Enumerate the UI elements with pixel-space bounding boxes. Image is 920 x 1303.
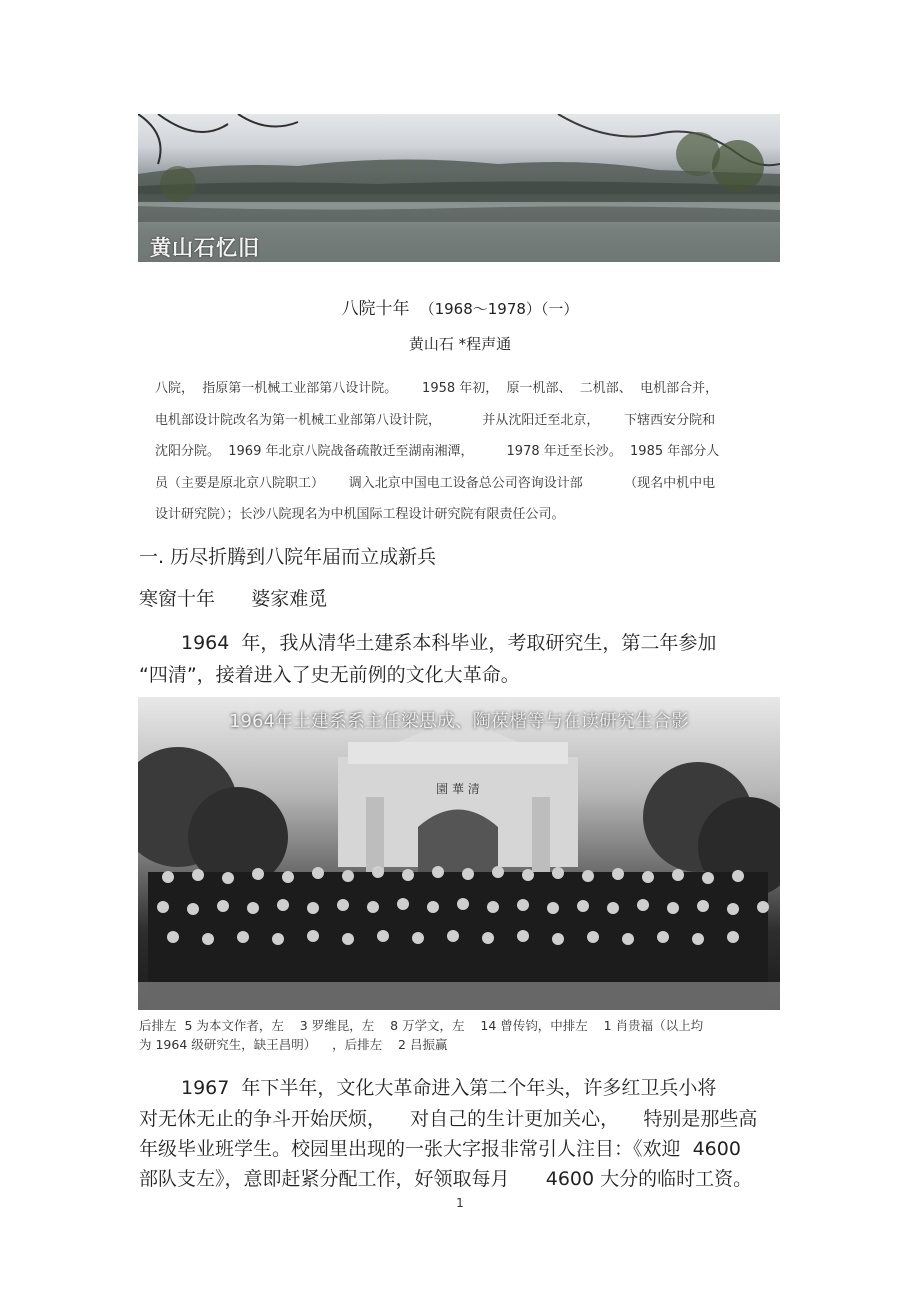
body-line: 对无休无止的争斗开始厌烦， 对自己的生计更加关心， 特别是那些高 [139, 1108, 758, 1130]
section-heading: 一. 历尽折腾到八院年届而立成新兵 [139, 546, 437, 568]
intro-line: 电机部设计院改名为第一机械工业部第八设计院， 并从沈阳迁至北京， 下辖西安分院和 [155, 413, 716, 428]
banner-caption: 黄山石忆旧 [150, 236, 260, 260]
group-photo [138, 697, 780, 1010]
photo-caption: 1964年土建系系主任梁思成、陶葆楷等与在读研究生合影 [229, 711, 689, 732]
group-photo-graphic [138, 697, 780, 1010]
article-author: 黄山石 *程声通 [408, 335, 512, 353]
body-line: “四清”，接着进入了史无前例的文化大革命。 [139, 664, 520, 686]
photo-note-line: 后排左 5 为本文作者，左 3 罗维昆，左 8 万学文，左 14 曾传钧，中排左 1 肖贵福（以上均 [139, 1018, 704, 1033]
body-line: 年级毕业班学生。校园里出现的一张大字报非常引人注目：《欢迎 4600 [139, 1138, 741, 1160]
photo-note-line: 为 1964 级研究生，缺王昌明） ，后排左 2 吕振赢 [139, 1037, 448, 1052]
body-line: 1964 年，我从清华土建系本科毕业，考取研究生，第二年参加 [181, 632, 717, 654]
intro-line: 员（主要是原北京八院职工） 调入北京中国电工设备总公司咨询设计部 （现名中机中电 [155, 476, 716, 491]
sub-heading: 寒窗十年 婆家难觅 [139, 588, 328, 610]
intro-line: 沈阳分院。 1969 年北京八院战备疏散迁至湖南湘潭， 1978 年迁至长沙。 1985 年部分人 [155, 444, 720, 459]
page-number: 1 [456, 1196, 464, 1210]
body-line: 部队支左》，意即赶紧分配工作，好领取每月 4600 大分的临时工资。 [139, 1168, 753, 1190]
article-title [0, 294, 920, 319]
gate-inscription: 園 華 清 [436, 782, 480, 796]
intro-line: 八院， 指原第一机械工业部第八设计院。 1958 年初， 原一机部、 二机部、 电机部合并， [155, 381, 719, 396]
title-years: （1968～1978）（一） [419, 300, 579, 318]
body-line: 1967 年下半年，文化大革命进入第二个年头，许多红卫兵小将 [181, 1077, 717, 1099]
banner-image [138, 114, 780, 262]
title-text: 八院十年 [341, 299, 410, 319]
intro-line: 设计研究院）；长沙八院现名为中机国际工程设计研究院有限责任公司。 [155, 507, 565, 522]
